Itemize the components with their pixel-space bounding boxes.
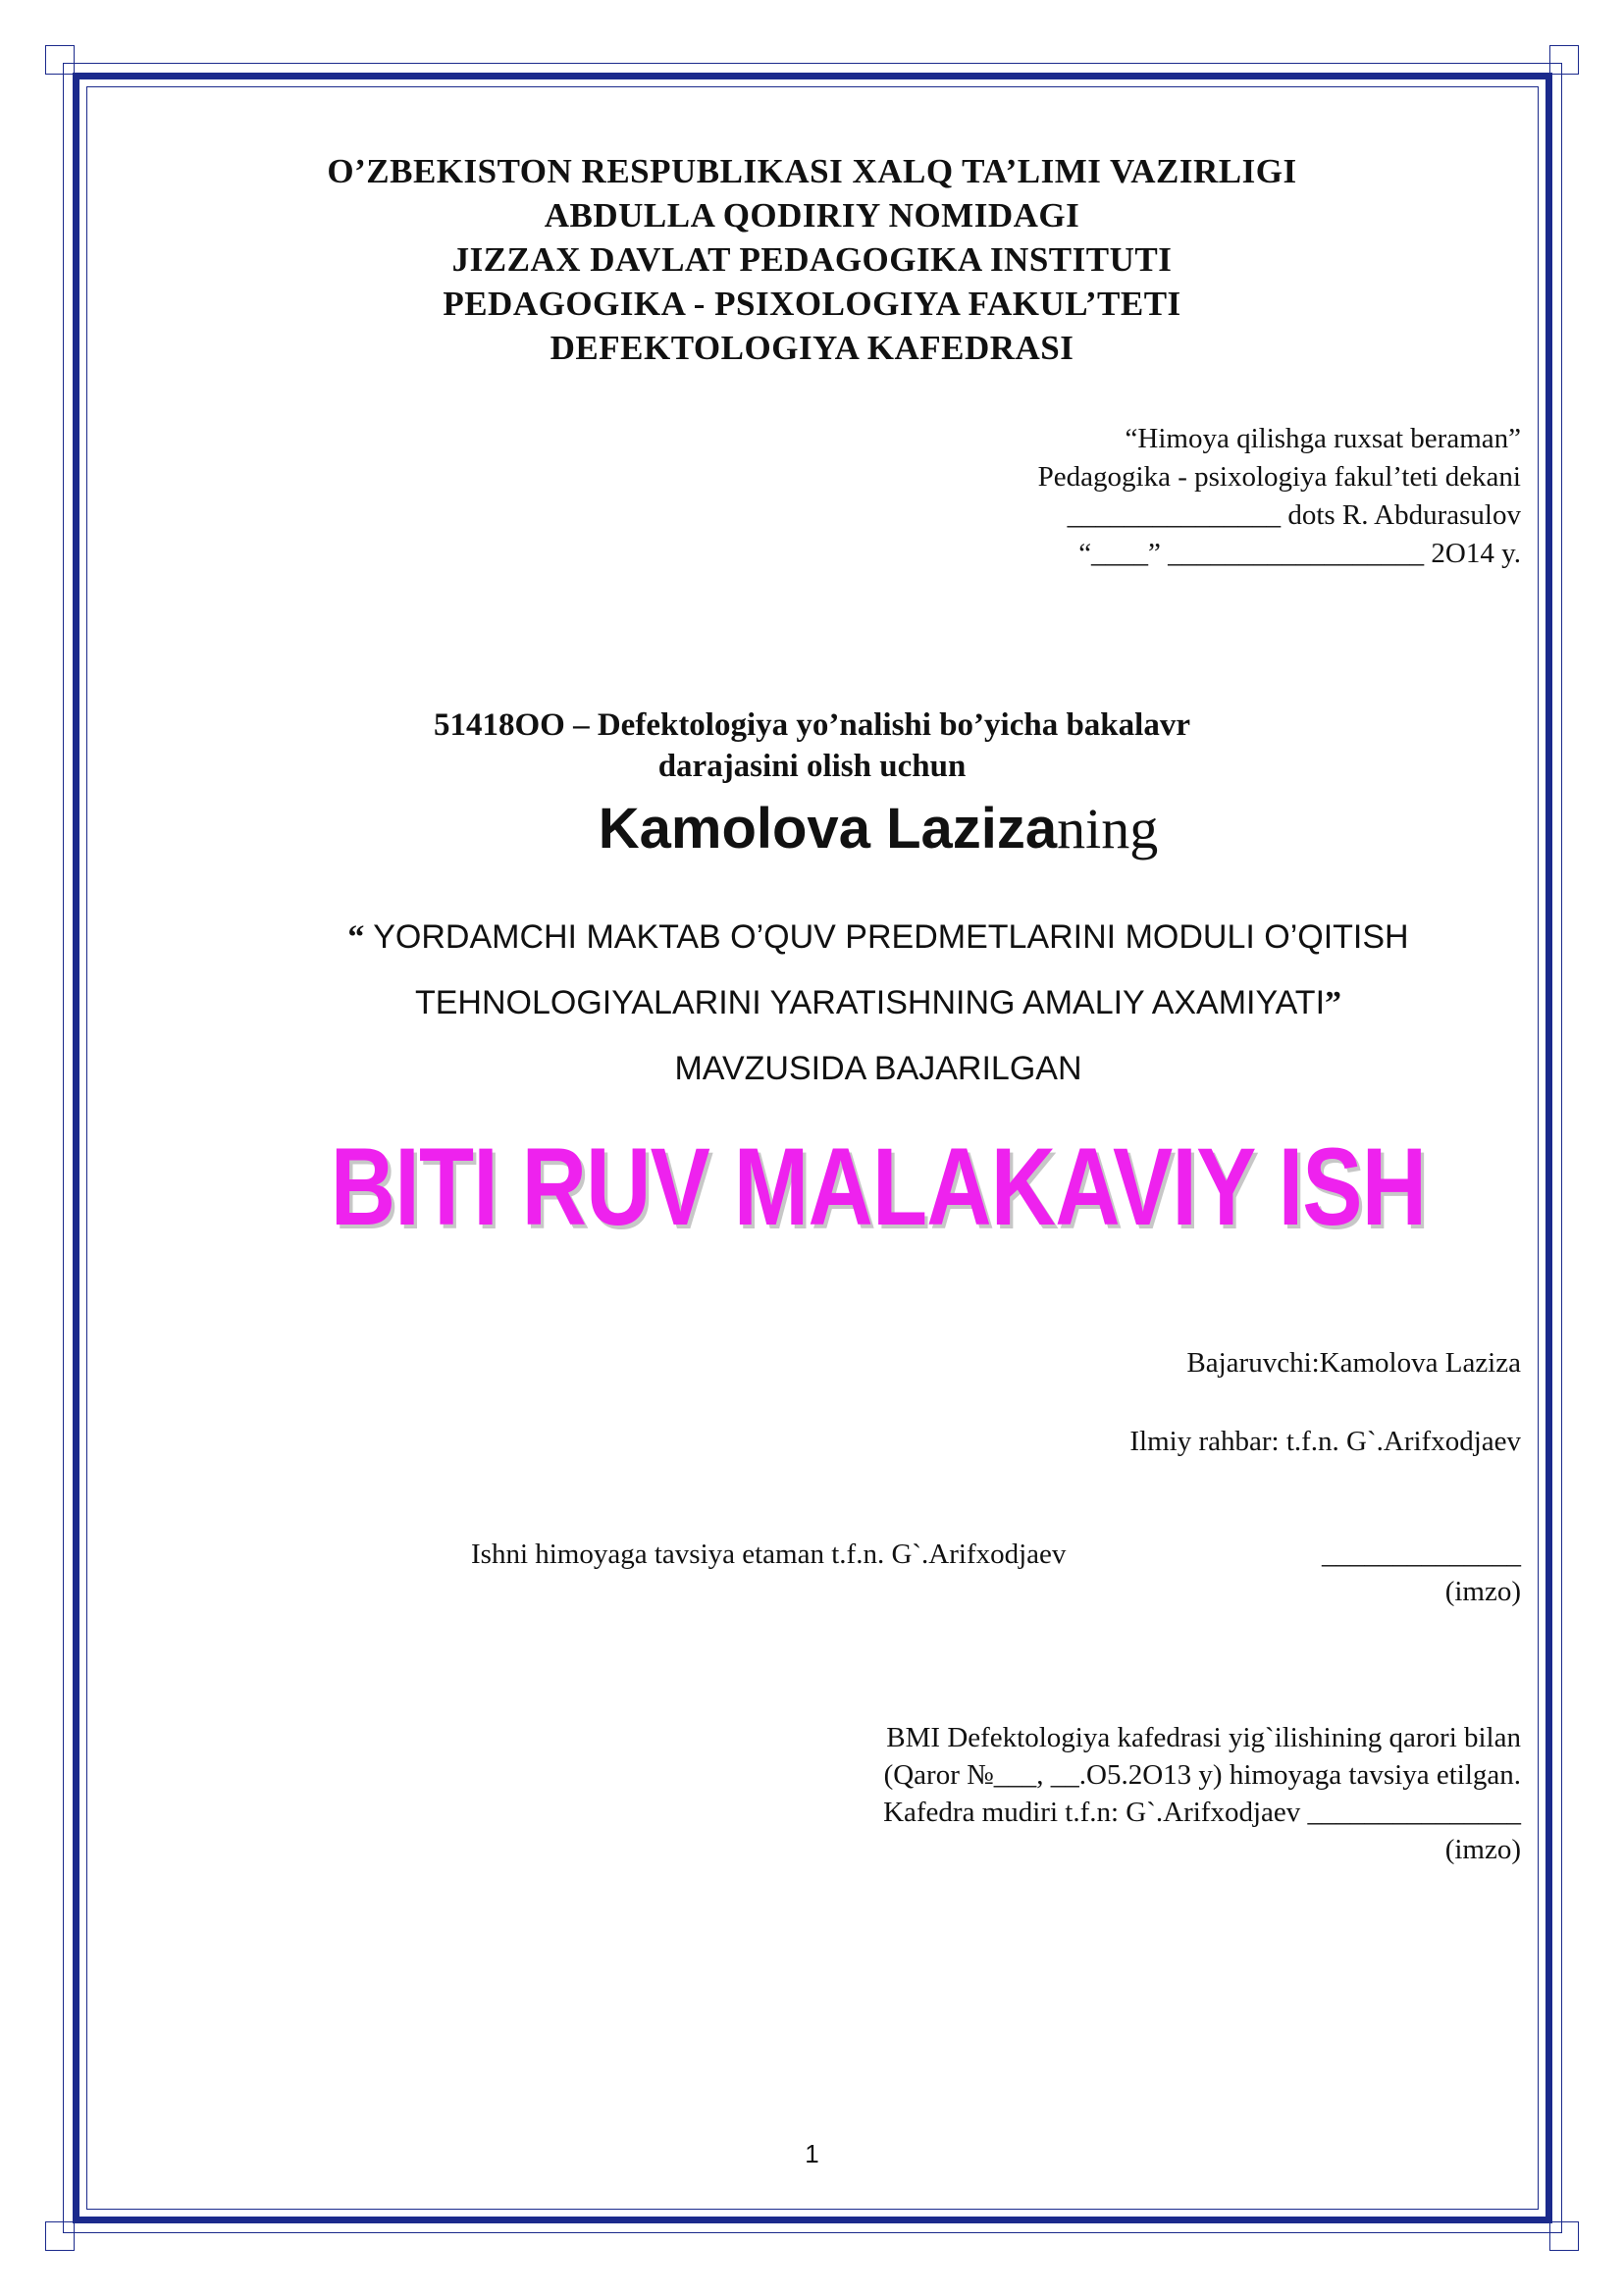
student-name [245, 795, 1511, 863]
degree-statement [245, 704, 1379, 787]
header-institute: JIZZAX DAVLAT PEDAGOGIKA INSTITUTI [451, 240, 1173, 279]
recommendation-line [471, 1536, 1521, 1573]
approval-line-4: “____” __________________ 2O14 y. [1078, 538, 1521, 569]
minutes-line-1: BMI Defektologiya kafedrasi yig`ilishining qarori bilan [886, 1722, 1521, 1753]
topic-line-2 [196, 970, 1560, 1036]
header-department: DEFEKTOLOGIYA KAFEDRASI [550, 329, 1074, 367]
recommendation-signature-line: ______________ [1322, 1539, 1521, 1570]
minutes-line-2: (Qaror №___, __.O5.2O13 y) himoyaga tavsiya etilgan. [883, 1759, 1521, 1791]
approval-line-2: Pedagogika - psixologiya fakul’teti dekani [1037, 461, 1521, 493]
header-ministry: O’ZBEKISTON RESPUBLIKASI XALQ TA’LIMI VAZIRLIGI [327, 152, 1297, 190]
approval-line-1: “Himoya qilishga ruxsat beraman” [1125, 423, 1521, 454]
recommendation-block [471, 1536, 1521, 1610]
supervisor: Ilmiy rahbar: t.f.n. G`.Arifxodjaev [1129, 1426, 1521, 1457]
topic-line-1 [196, 905, 1560, 970]
approval-block [844, 420, 1521, 573]
institution-header [147, 149, 1477, 370]
topic-close-quote: ” [1325, 985, 1342, 1021]
recommendation-signature-label: (imzo) [1444, 1576, 1521, 1607]
degree-line-2: darajasini olish uchun [657, 749, 967, 784]
thesis-topic [196, 905, 1560, 1102]
performer: Bajaruvchi:Kamolova Laziza [1186, 1347, 1521, 1379]
topic-open-quote: “ [347, 919, 365, 956]
header-faculty: PEDAGOGIKA - PSIXOLOGIYA FAKUL’TETI [443, 285, 1181, 323]
student-name-suffix: ning [1057, 797, 1159, 861]
department-minutes [687, 1719, 1521, 1868]
border-corner-top-left [45, 45, 75, 75]
minutes-line-3: Kafedra mudiri t.f.n: G`.Arifxodjaev _______________ [883, 1797, 1521, 1828]
recommendation-text: Ishni himoyaga tavsiya etaman t.f.n. G`.Arifxodjaev [471, 1539, 1067, 1570]
border-corner-bottom-right [1549, 2221, 1579, 2251]
student-name-bold: Kamolova Laziza [598, 797, 1058, 861]
header-named-after: ABDULLA QODIRIY NOMIDAGI [544, 196, 1080, 235]
topic-line-2-text: TEHNOLOGIYALARINI YARATISHNING AMALIY AXAMIYATI [414, 984, 1326, 1021]
approval-line-3: _______________ dots R. Abdurasulov [1067, 499, 1521, 531]
minutes-signature-label: (imzo) [1444, 1834, 1521, 1865]
degree-line-1: 51418OO – Defektologiya yo’nalishi bo’yicha bakalavr [434, 707, 1190, 743]
border-corner-bottom-left [45, 2221, 75, 2251]
topic-line-3: MAVZUSIDA BAJARILGAN [674, 1050, 1082, 1087]
border-corner-top-right [1549, 45, 1579, 75]
page-number: 1 [805, 2139, 819, 2168]
work-title: BITI RUV MALAKAVIY ISH [330, 1125, 1427, 1248]
topic-line-1-text: YORDAMCHI MAKTAB O’QUV PREDMETLARINI MODULI O’QITISH [364, 918, 1409, 956]
